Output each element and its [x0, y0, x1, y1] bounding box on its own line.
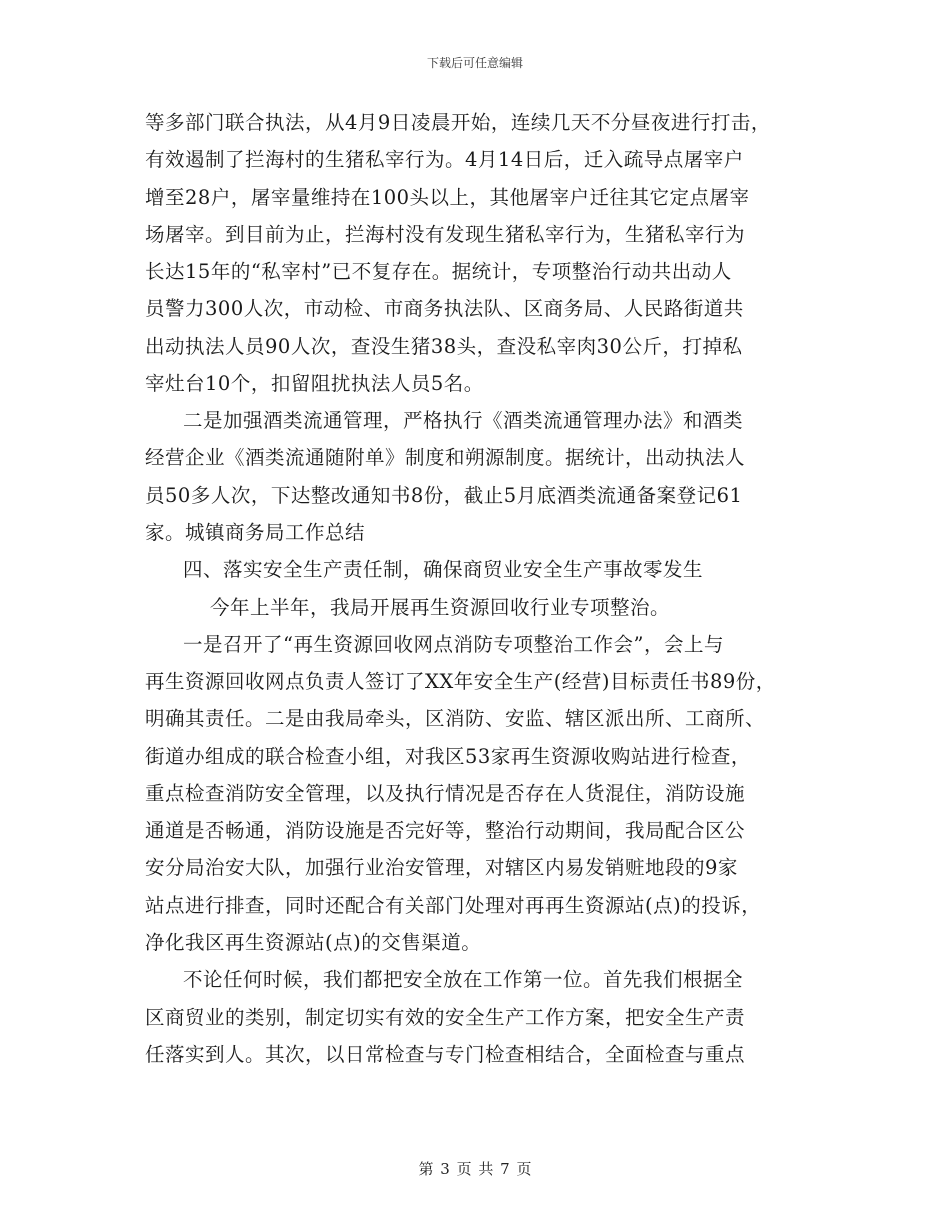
text-line: 通道是否畅通，消防设施是否完好等，整治行动期间，我局配合区公 — [145, 819, 746, 842]
text-line: 等多部门联合执法，从4月9日凌晨开始，连续几天不分昼夜进行打击， — [145, 111, 771, 134]
page-header-note: 下载后可任意编辑 — [426, 56, 523, 70]
text-line: 不论任何时候，我们都把安全放在工作第一位。首先我们根据全 — [183, 968, 744, 991]
text-line: 家。城镇商务局工作总结 — [145, 521, 366, 544]
text-line: 明确其责任。二是由我局牵头，区消防、安监、辖区派出所、工商所、 — [145, 707, 766, 730]
text-line: 员50多人次，下达整改通知书8份，截止5月底酒类流通备案登记61 — [145, 484, 743, 507]
text-line: 宰灶台10个，扣留阻扰执法人员5名。 — [145, 372, 484, 395]
text-line: 重点检查消防安全管理，以及执行情况是否存在人货混住，消防设施 — [145, 782, 746, 805]
text-line: 场屠宰。到目前为止，拦海村没有发现生猪私宰行为，生猪私宰行为 — [145, 223, 746, 246]
text-line: 净化我区再生资源站(点)的交售渠道。 — [145, 931, 482, 954]
text-line: 区商贸业的类别，制定切实有效的安全生产工作方案，把安全生产责 — [145, 1006, 746, 1029]
page-number: 第 3 页 共 7 页 — [418, 1160, 532, 1178]
text-line: 再生资源回收网点负责人签订了XX年安全生产(经营)目标责任书89份， — [145, 670, 776, 693]
text-line: 出动执法人员90人次，查没生猪38头，查没私宰肉30公斤，打掉私 — [145, 335, 743, 358]
text-line: 街道办组成的联合检查小组，对我区53家再生资源收购站进行检查， — [145, 745, 751, 768]
text-line: 站点进行排查，同时还配合有关部门处理对再再生资源站(点)的投诉， — [145, 894, 762, 917]
text-line: 增至28户，屠宰量维持在100头以上，其他屠宰户迁往其它定点屠宰 — [145, 186, 750, 209]
text-line: 任落实到人。其次，以日常检查与专门检查相结合，全面检查与重点 — [145, 1043, 746, 1066]
text-line: 今年上半年，我局开展再生资源回收行业专项整治。 — [210, 596, 671, 619]
text-line: 员警力300人次，市动检、市商务执法队、区商务局、人民路街道共 — [145, 297, 744, 320]
text-line: 安分局治安大队，加强行业治安管理，对辖区内易发销赃地段的9家 — [145, 856, 738, 879]
text-line: 一是召开了“再生资源回收网点消防专项整治工作会”，会上与 — [183, 633, 724, 656]
text-line: 经营企业《酒类流通随附单》制度和朔源制度。据统计，出动执法人 — [145, 446, 746, 469]
text-line: 有效遏制了拦海村的生猪私宰行为。4月14日后，迁入疏导点屠宰户 — [145, 148, 744, 171]
text-line: 长达15年的“私宰村”已不复存在。据统计，专项整治行动共出动人 — [145, 260, 732, 283]
text-line: 二是加强酒类流通管理，严格执行《酒类流通管理办法》和酒类 — [183, 409, 744, 432]
section-heading: 四、落实安全生产责任制，确保商贸业安全生产事故零发生 — [183, 558, 704, 581]
